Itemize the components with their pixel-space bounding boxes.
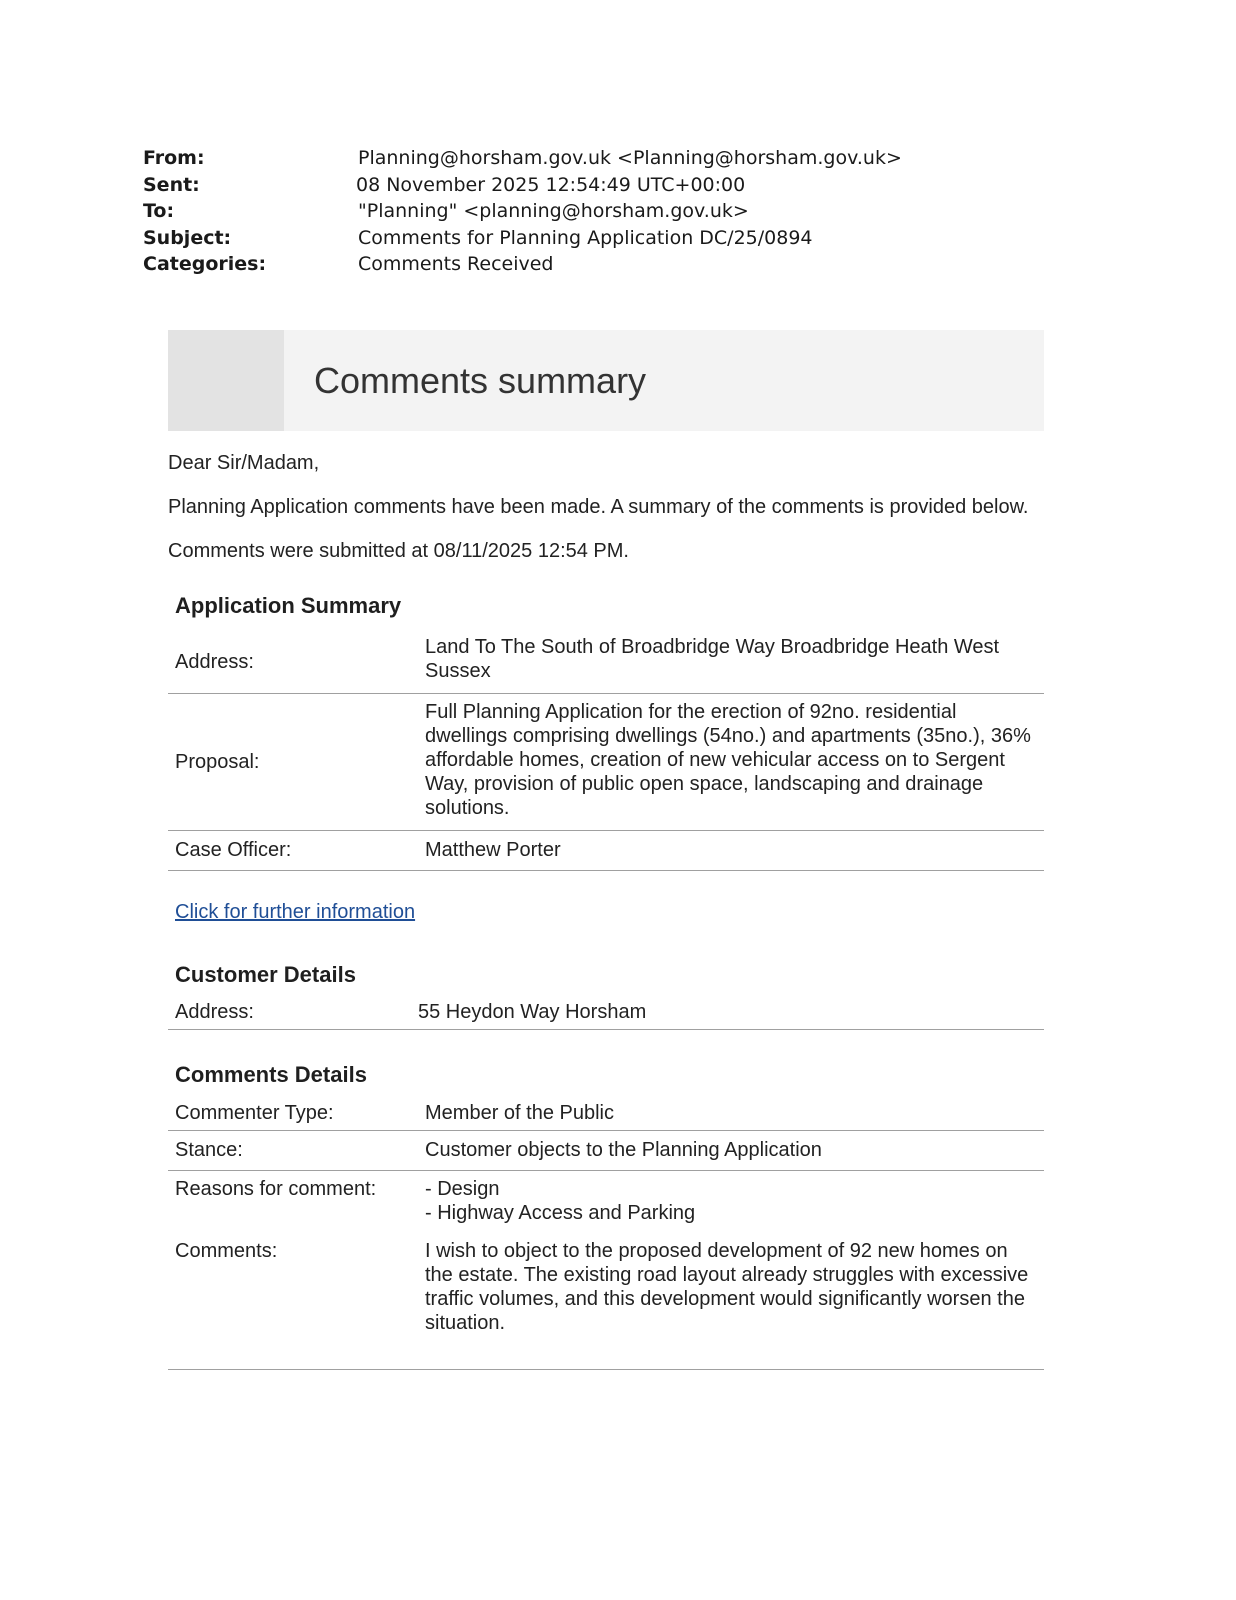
table-row: [168, 996, 1044, 1030]
subject-label: Subject:: [143, 226, 232, 249]
application-summary-table: [168, 631, 1044, 871]
reason-item: - Design: [425, 1177, 500, 1200]
reason-item: - Highway Access and Parking: [425, 1201, 696, 1224]
reasons-value: [418, 1170, 1044, 1225]
proposal-label: Proposal:: [168, 693, 418, 830]
greeting: Dear Sir/Madam,: [168, 452, 320, 474]
comments-label: Comments:: [175, 1239, 278, 1262]
table-row: [168, 1096, 1044, 1130]
to-row: [143, 198, 1043, 225]
subject-value: Comments for Planning Application DC/25/0894: [358, 226, 813, 249]
to-label: To:: [143, 200, 175, 222]
customer-details-table: [168, 996, 1044, 1031]
stance-label: Stance:: [168, 1130, 418, 1170]
bottom-divider: [168, 1369, 1044, 1370]
customer-address-label: Address:: [168, 996, 411, 1030]
comments-value: I wish to object to the proposed development of 92 new homes on the estate. The existing road layout already struggles with excessive traffic volumes, and this development would significantly worsen the situation.: [425, 1239, 1029, 1334]
email-content: [168, 330, 1044, 1370]
application-summary-title: Application Summary: [175, 593, 402, 618]
case-officer-value: Matthew Porter: [418, 830, 1044, 870]
case-officer-label: Case Officer:: [168, 830, 418, 870]
from-value: Planning@horsham.gov.uk <Planning@horsham.gov.uk>: [358, 147, 902, 169]
further-information-link[interactable]: Click for further information: [175, 900, 416, 923]
table-row: [168, 693, 1044, 830]
customer-address-value: 55 Heydon Way Horsham: [411, 996, 1044, 1030]
banner-title: Comments summary: [314, 360, 647, 401]
address-label: Address:: [168, 631, 418, 693]
comments-details-table: [168, 1096, 1044, 1369]
table-row: [168, 1170, 1044, 1225]
comments-summary-banner: [168, 330, 1044, 431]
email-header: [143, 145, 1043, 278]
from-label: From:: [143, 147, 205, 169]
customer-details-title: Customer Details: [175, 961, 356, 987]
comments-details-title: Comments Details: [175, 1062, 367, 1087]
subject-row: [143, 225, 1043, 252]
reasons-label: Reasons for comment:: [175, 1177, 377, 1200]
commenter-type-value: Member of the Public: [418, 1096, 1044, 1130]
stance-value: Customer objects to the Planning Application: [418, 1130, 1044, 1170]
proposal-value: Full Planning Application for the erection of 92no. residential dwellings comprising dwellings (54no.) and apartments (35no.), 36% affordable homes, creation of new vehicular access on to Sergent Way, provision of public open space, landscaping and drainage solutions.: [418, 693, 1044, 830]
table-row: [168, 1130, 1044, 1170]
categories-label: Categories:: [143, 253, 267, 275]
commenter-type-label: Commenter Type:: [168, 1096, 418, 1130]
sent-value: 08 November 2025 12:54:49 UTC+00:00: [356, 173, 746, 196]
categories-value: Comments Received: [358, 253, 554, 275]
sent-row: [143, 172, 1043, 199]
table-row: [168, 631, 1044, 693]
to-value: "Planning" <planning@horsham.gov.uk>: [358, 200, 749, 222]
sent-label: Sent:: [143, 173, 200, 196]
table-row: [168, 830, 1044, 870]
submitted-paragraph: Comments were submitted at 08/11/2025 12:54 PM.: [168, 540, 629, 562]
table-row: [168, 1225, 1044, 1369]
categories-row: [143, 251, 1043, 278]
address-value: Land To The South of Broadbridge Way Broadbridge Heath West Sussex: [418, 631, 1044, 693]
intro-paragraph: Planning Application comments have been made. A summary of the comments is provided below.: [168, 496, 1029, 518]
banner-logo-placeholder: [168, 330, 284, 431]
from-row: [143, 145, 1043, 172]
